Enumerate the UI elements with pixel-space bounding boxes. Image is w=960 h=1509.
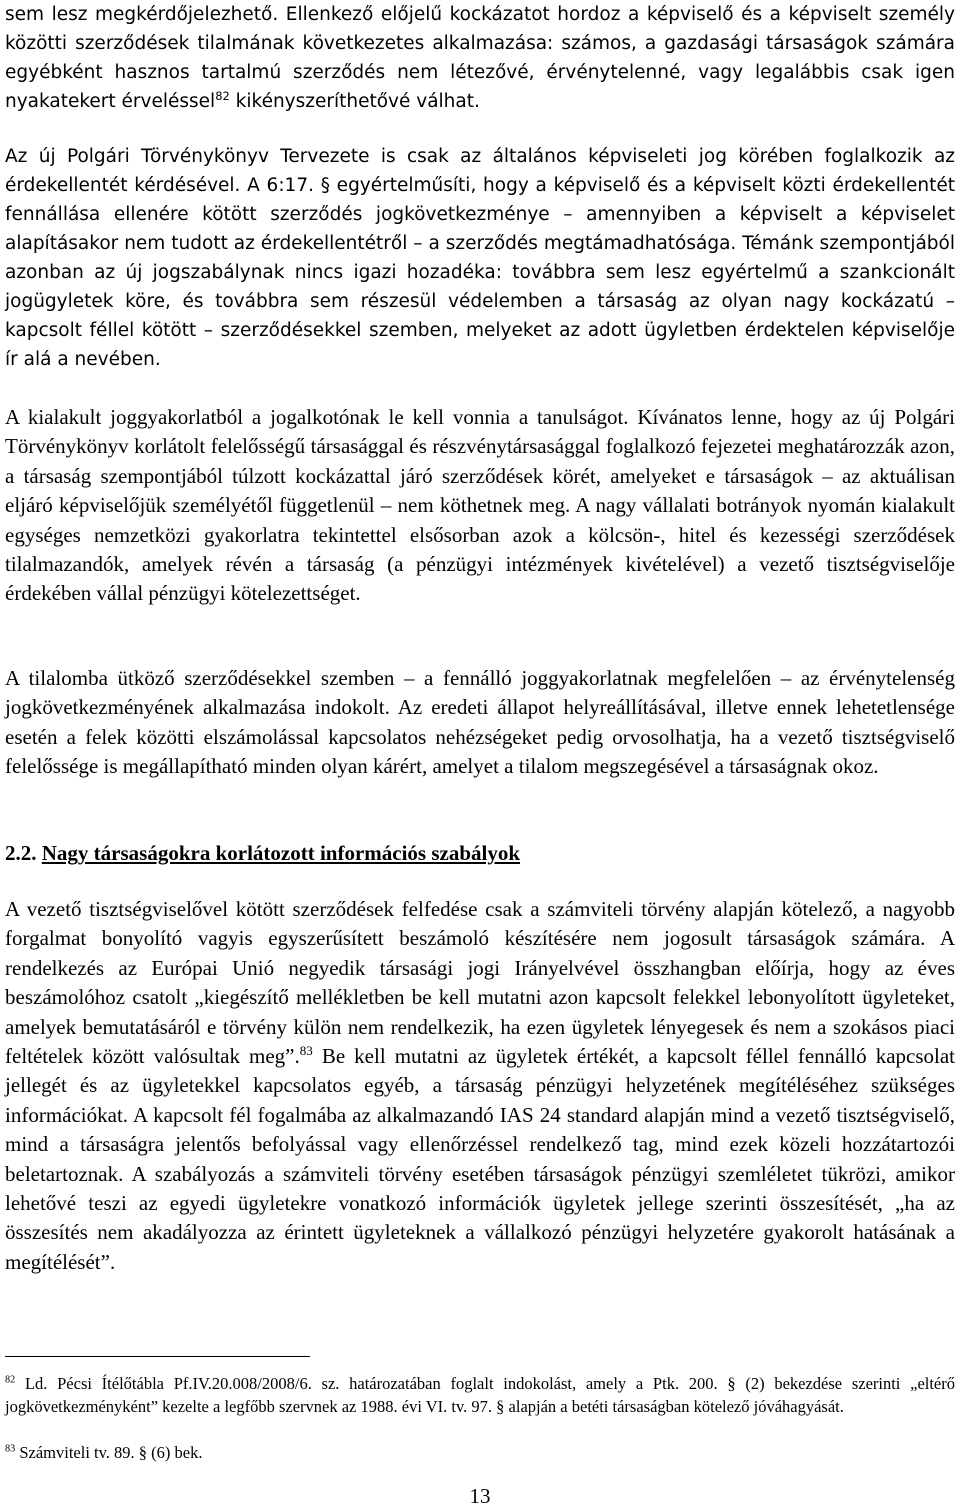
page-number: 13 (469, 1484, 491, 1508)
paragraph-5 (5, 895, 955, 1277)
footnote-ref-82[interactable]: 82 (215, 88, 230, 103)
footnote-82-text: Ld. Pécsi Ítélőtábla Pf.IV.20.008/2008/6. sz. határozatában foglalt indokolást, amely a Ptk. 200. § (2) bekezdése szerinti „eltérő jogkövetkezményként” kezelte a legfőbb szervnek az 1988. évi VI. tv. 97. § alapján a betéti társaságban kötelező jóváhagyását. (5, 1374, 955, 1416)
paragraph-4: A tilalomba ütköző szerződésekkel szemben – a fennálló joggyakorlatnak megfelelően – az érvénytelenség jogkövetkezményének alkalmazása indokolt. Az eredeti állapot helyreállításával, illetve ennek lehetetlensége esetén a felek közötti elszámolással kapcsolatos nehézségeket pedig orvosolhatja, ha a vezető tisztségviselő felelőssége is megállapítható minden olyan kárért, amelyet a tilalom megszegésével a társaságnak okoz. (5, 666, 955, 779)
footnote-83-number: 83 (5, 1443, 16, 1455)
section-number: 2.2. (5, 841, 37, 865)
paragraph-1-text: sem lesz megkérdőjelezhető. Ellenkező előjelű kockázatot hordoz a képviselő és a képviselt személy közötti szerződések tilalmának következetes alkalmazása: számos, a gazdasági társaságok számára egyébként hasznos tartalmú szerződés nem létezővé, érvénytelenné, vagy legalábbis csak igen nyakatekert érveléssel (5, 4, 955, 112)
footnote-83 (5, 1441, 955, 1464)
footnote-ref-83[interactable]: 83 (299, 1043, 313, 1059)
section-heading (5, 838, 955, 868)
paragraph-5-text: A vezető tisztségviselővel kötött szerződések felfedése csak a számviteli törvény alapján kötelező, a nagyobb forgalmat bonyolító vagyis egyszerűsített beszámoló készítésére nem jogosult társaságok számára. A rendelkezés az Európai Unió negyedik társasági jogi Irányelvével összhangban előírja, hogy az éves beszámolóhoz csatolt „kiegészítő mellékletben be kell mutatni azon kapcsolt felekkel lebonyolított ügyleteket, amelyek bemutatásáról e törvény külön nem rendelkezik, ha ezen ügyletek lényegesek és nem a szokásos piaci feltételek között valósultak meg”. (5, 897, 955, 1069)
paragraph-3: A kialakult joggyakorlatból a jogalkotónak le kell vonnia a tanulságot. Kívánatos lenne, hogy az új Polgári Törvénykönyv korlátolt felelősségű társasággal és részvénytársasággal foglalkozó fejezetei meghatározzák azon, a társaság szempontjából túlzott kockázattal járó szerződések körét, amelyeket e társaságok – az aktuálisan eljáró képviselőjük személyétől függetlenül – nem köthetnek meg. A nagy vállalati botrányok nyomán kialakult egységes nemzetközi gyakorlatra tekintettel elsősorban azok a kölcsön-, hitel és kezességi szerződések tilalmazandók, amelyek révén a társaság (a pénzügyi intézmények kivételével) a vezető tisztségviselője érdekében vállal pénzügyi kötelezettséget. (5, 405, 955, 606)
paragraph-5-tail: Be kell mutatni az ügyletek értékét, a kapcsolt féllel fennálló kapcsolat jellegét és az ügyletekkel kapcsolatos egyéb, a társaság pénzügyi helyzetének megítéléséhez szükséges információkat. A kapcsolt fél fogalmába az alkalmazandó IAS 24 standard alapján mind a vezető tisztségviselő, mind a társaságra jelentős befolyással vagy ellenőrzéssel rendelkező tag, mind ezek közeli hozzátartozói beletartoznak. A szabályozás a számviteli törvény esetében társaságok pénzügyi szemléletet tükrözi, amikor lehetővé teszi az egyedi ügyletekre vonatkozó információk ügyletek jellege szerinti összesítését, „ha az összesítés nem akadályozza az érintett ügyleteknek a vállalkozó pénzügyi helyzetére gyakorolt hatásának a megítélését”. (5, 1044, 955, 1274)
footnote-divider (5, 1356, 310, 1357)
footnote-82-number: 82 (5, 1374, 16, 1386)
paragraph-1 (5, 0, 955, 116)
footnote-83-text: Számviteli tv. 89. § (6) bek. (19, 1443, 203, 1462)
paragraph-1-tail: kikényszeríthetővé válhat. (235, 91, 480, 112)
footnote-82 (5, 1372, 955, 1418)
section-title: Nagy társaságokra korlátozott információs szabályok (41, 841, 521, 865)
paragraph-2: Az új Polgári Törvénykönyv Tervezete is csak az általános képviseleti jog körében foglalkozik az érdekellentét kérdésével. A 6:17. § egyértelműsíti, hogy a képviselő és a képviselt közti érdekellentét fennállása ellenére kötött szerződés jogkövetkezménye – amennyiben a képviselt a képviselet alapításakor nem tudott az érdekellentétről – a szerződés megtámadhatósága. Témánk szempontjából azonban az új jogszabálynak nincs igazi hozadéka: továbbra sem lesz egyértelmű a szankcionált jogügyletek köre, és továbbra sem részesül védelemben a társaság az olyan nagy kockázatú – kapcsolt féllel kötött – szerződésekkel szemben, melyeket az adott ügyletben érdektelen képviselője ír alá a nevében. (5, 146, 955, 370)
